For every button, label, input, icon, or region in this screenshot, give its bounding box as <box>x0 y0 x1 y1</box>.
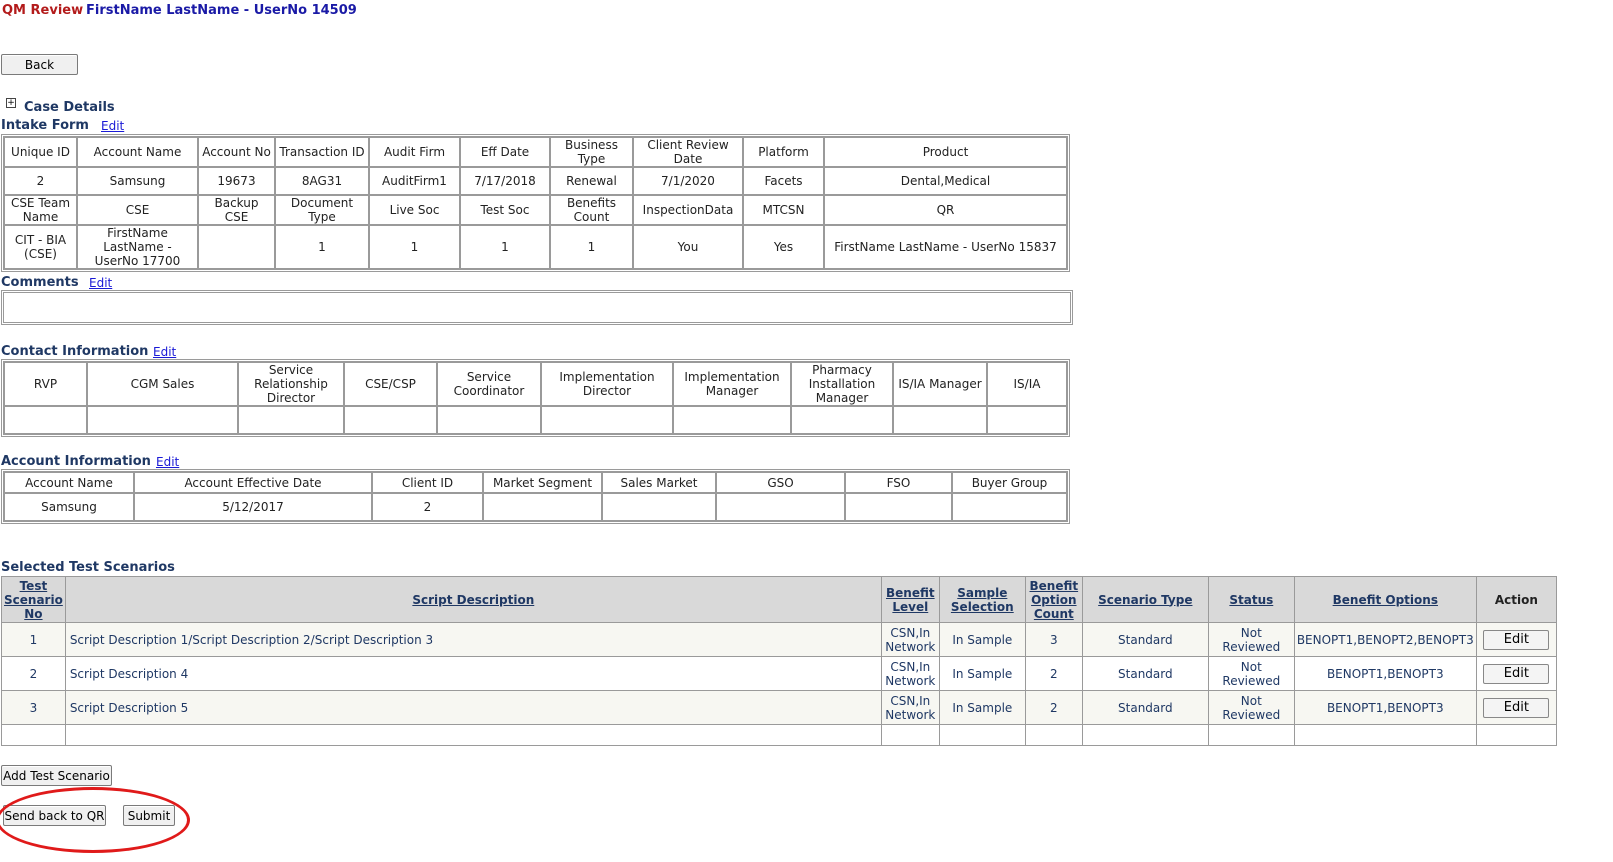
benefit-level: CSN,In Network <box>881 623 939 657</box>
status: Not Reviewed <box>1208 691 1294 725</box>
contact-header-cell: CGM Sales <box>87 362 238 406</box>
benefit-option-count: 2 <box>1025 691 1082 725</box>
scenario-no: 3 <box>2 691 66 725</box>
action-header: Action <box>1476 577 1556 623</box>
benefit-option-count: 3 <box>1025 623 1082 657</box>
contact-cell <box>541 406 673 434</box>
contact-edit-link[interactable]: Edit <box>153 345 177 359</box>
intake-h1-cell: Transaction ID <box>275 137 369 167</box>
intake-h2-cell: Benefits Count <box>550 195 633 225</box>
intake-r1-cell: Facets <box>743 167 824 195</box>
contact-header-cell: Implementation Director <box>541 362 673 406</box>
comments-title: Comments <box>1 275 79 290</box>
contact-info-table <box>1 359 1070 437</box>
scenario-no: 1 <box>2 623 66 657</box>
intake-r1-cell: 7/1/2020 <box>633 167 743 195</box>
account-header-cell: Client ID <box>372 472 483 493</box>
account-header-row <box>4 472 1067 493</box>
empty-row <box>2 725 1557 746</box>
account-header-cell: FSO <box>845 472 952 493</box>
sort-sample-selection[interactable]: Sample Selection <box>939 577 1025 623</box>
scenario-type: Standard <box>1082 657 1208 691</box>
intake-h1-cell: Product <box>824 137 1067 167</box>
contact-header-row <box>4 362 1067 406</box>
empty-cell <box>939 725 1025 746</box>
empty-cell <box>1294 725 1476 746</box>
submit-button[interactable]: Submit <box>123 805 175 826</box>
intake-r2-cell: 1 <box>460 225 550 269</box>
comments-edit-link[interactable]: Edit <box>89 276 113 290</box>
intake-r1-cell: AuditFirm1 <box>369 167 460 195</box>
sort-benefit-options[interactable]: Benefit Options <box>1294 577 1476 623</box>
intake-r1-cell: Samsung <box>77 167 198 195</box>
intake-h1-cell: Client Review Date <box>633 137 743 167</box>
account-header-cell: GSO <box>716 472 845 493</box>
script-description: Script Description 4 <box>65 657 881 691</box>
sort-test-scenario-no[interactable]: Test Scenario No <box>2 577 66 623</box>
scenarios-header-row <box>2 577 1557 623</box>
intake-r2-cell <box>198 225 275 269</box>
empty-cell <box>881 725 939 746</box>
benefit-option-count: 2 <box>1025 657 1082 691</box>
script-description: Script Description 5 <box>65 691 881 725</box>
back-button[interactable]: Back <box>1 54 78 75</box>
table-row <box>2 657 1557 691</box>
test-scenarios-table <box>1 576 1557 746</box>
account-header-cell: Buyer Group <box>952 472 1067 493</box>
intake-value-row-2 <box>4 225 1067 269</box>
intake-h1-cell: Unique ID <box>4 137 77 167</box>
intake-h2-cell: Document Type <box>275 195 369 225</box>
intake-r2-cell: 1 <box>369 225 460 269</box>
expand-icon[interactable]: + <box>7 98 15 108</box>
intake-r2-cell: CIT - BIA (CSE) <box>4 225 77 269</box>
intake-h2-cell: CSE <box>77 195 198 225</box>
intake-h2-cell: CSE Team Name <box>4 195 77 225</box>
intake-h1-cell: Eff Date <box>460 137 550 167</box>
empty-cell <box>1476 725 1556 746</box>
intake-form-title: Intake Form <box>1 118 89 133</box>
contact-cell <box>893 406 987 434</box>
account-header-cell: Account Effective Date <box>134 472 372 493</box>
contact-info-title: Contact Information <box>1 344 149 359</box>
contact-cell <box>437 406 541 434</box>
action-cell <box>1476 691 1556 725</box>
sort-status[interactable]: Status <box>1208 577 1294 623</box>
account-cell: 2 <box>372 493 483 521</box>
action-cell <box>1476 623 1556 657</box>
account-cell: 5/12/2017 <box>134 493 372 521</box>
intake-h2-cell: Live Soc <box>369 195 460 225</box>
contact-header-cell: Implementation Manager <box>673 362 791 406</box>
empty-cell <box>1025 725 1082 746</box>
scenario-no: 2 <box>2 657 66 691</box>
account-cell: Samsung <box>4 493 134 521</box>
intake-r2-cell: 1 <box>275 225 369 269</box>
intake-h2-cell: MTCSN <box>743 195 824 225</box>
intake-h1-cell: Platform <box>743 137 824 167</box>
page-title: QM Review <box>2 3 84 18</box>
benefit-options: BENOPT1,BENOPT2,BENOPT3 <box>1294 623 1476 657</box>
contact-cell <box>344 406 437 434</box>
contact-header-cell: CSE/CSP <box>344 362 437 406</box>
edit-scenario-button[interactable]: Edit <box>1483 664 1549 684</box>
scenario-type: Standard <box>1082 623 1208 657</box>
intake-h1-cell: Account Name <box>77 137 198 167</box>
account-cell <box>952 493 1067 521</box>
contact-header-cell: Service Coordinator <box>437 362 541 406</box>
status: Not Reviewed <box>1208 657 1294 691</box>
contact-value-row <box>4 406 1067 434</box>
contact-cell <box>673 406 791 434</box>
edit-scenario-button[interactable]: Edit <box>1483 698 1549 718</box>
comments-box <box>1 290 1073 325</box>
sort-benefit-level[interactable]: Benefit Level <box>881 577 939 623</box>
sort-script-description[interactable]: Script Description <box>65 577 881 623</box>
action-cell <box>1476 657 1556 691</box>
table-row <box>2 691 1557 725</box>
account-edit-link[interactable]: Edit <box>156 455 180 469</box>
contact-cell <box>987 406 1067 434</box>
edit-scenario-button[interactable]: Edit <box>1483 630 1549 650</box>
intake-r1-cell: 2 <box>4 167 77 195</box>
test-scenarios-title: Selected Test Scenarios <box>1 560 175 575</box>
intake-r2-cell: FirstName LastName - UserNo 15837 <box>824 225 1067 269</box>
intake-h2-cell: Backup CSE <box>198 195 275 225</box>
intake-r1-cell: Dental,Medical <box>824 167 1067 195</box>
empty-cell <box>65 725 881 746</box>
case-details-label: Case Details <box>24 100 115 115</box>
contact-header-cell: RVP <box>4 362 87 406</box>
add-test-scenario-button[interactable]: Add Test Scenario <box>1 765 112 786</box>
intake-header-row-1 <box>4 137 1067 167</box>
intake-h1-cell: Account No <box>198 137 275 167</box>
contact-cell <box>238 406 344 434</box>
benefit-level: CSN,In Network <box>881 691 939 725</box>
intake-r1-cell: 8AG31 <box>275 167 369 195</box>
intake-r2-cell: You <box>633 225 743 269</box>
intake-r1-cell: 7/17/2018 <box>460 167 550 195</box>
intake-header-row-2 <box>4 195 1067 225</box>
account-cell <box>483 493 602 521</box>
intake-h1-cell: Business Type <box>550 137 633 167</box>
highlight-annotation <box>0 787 190 853</box>
intake-r2-cell: Yes <box>743 225 824 269</box>
intake-h2-cell: Test Soc <box>460 195 550 225</box>
contact-cell <box>791 406 893 434</box>
contact-header-cell: Service Relationship Director <box>238 362 344 406</box>
account-header-cell: Account Name <box>4 472 134 493</box>
empty-cell <box>2 725 66 746</box>
sort-scenario-type[interactable]: Scenario Type <box>1082 577 1208 623</box>
benefit-options: BENOPT1,BENOPT3 <box>1294 691 1476 725</box>
account-info-table <box>1 469 1070 524</box>
contact-header-cell: IS/IA Manager <box>893 362 987 406</box>
contact-cell <box>87 406 238 434</box>
intake-r1-cell: 19673 <box>198 167 275 195</box>
intake-r2-cell: 1 <box>550 225 633 269</box>
benefit-level: CSN,In Network <box>881 657 939 691</box>
account-header-cell: Sales Market <box>602 472 716 493</box>
contact-header-cell: Pharmacy Installation Manager <box>791 362 893 406</box>
account-info-title: Account Information <box>1 454 151 469</box>
intake-edit-link[interactable]: Edit <box>101 119 125 133</box>
empty-cell <box>1208 725 1294 746</box>
intake-r1-cell: Renewal <box>550 167 633 195</box>
scenario-type: Standard <box>1082 691 1208 725</box>
script-description: Script Description 1/Script Description 2/Script Description 3 <box>65 623 881 657</box>
sample-selection: In Sample <box>939 623 1025 657</box>
account-cell <box>602 493 716 521</box>
empty-cell <box>1082 725 1208 746</box>
intake-form-table <box>1 134 1070 272</box>
account-value-row <box>4 493 1067 521</box>
intake-r2-cell: FirstName LastName - UserNo 17700 <box>77 225 198 269</box>
status: Not Reviewed <box>1208 623 1294 657</box>
account-cell <box>716 493 845 521</box>
account-header-cell: Market Segment <box>483 472 602 493</box>
contact-header-cell: IS/IA <box>987 362 1067 406</box>
benefit-options: BENOPT1,BENOPT3 <box>1294 657 1476 691</box>
user-name: FirstName LastName - UserNo 14509 <box>86 3 357 18</box>
contact-cell <box>4 406 87 434</box>
intake-value-row-1 <box>4 167 1067 195</box>
sample-selection: In Sample <box>939 657 1025 691</box>
send-back-to-qr-button[interactable]: Send back to QR <box>3 805 106 826</box>
sort-benefit-option-count[interactable]: Benefit Option Count <box>1025 577 1082 623</box>
sample-selection: In Sample <box>939 691 1025 725</box>
intake-h2-cell: QR <box>824 195 1067 225</box>
account-cell <box>845 493 952 521</box>
table-row <box>2 623 1557 657</box>
intake-h1-cell: Audit Firm <box>369 137 460 167</box>
intake-h2-cell: InspectionData <box>633 195 743 225</box>
